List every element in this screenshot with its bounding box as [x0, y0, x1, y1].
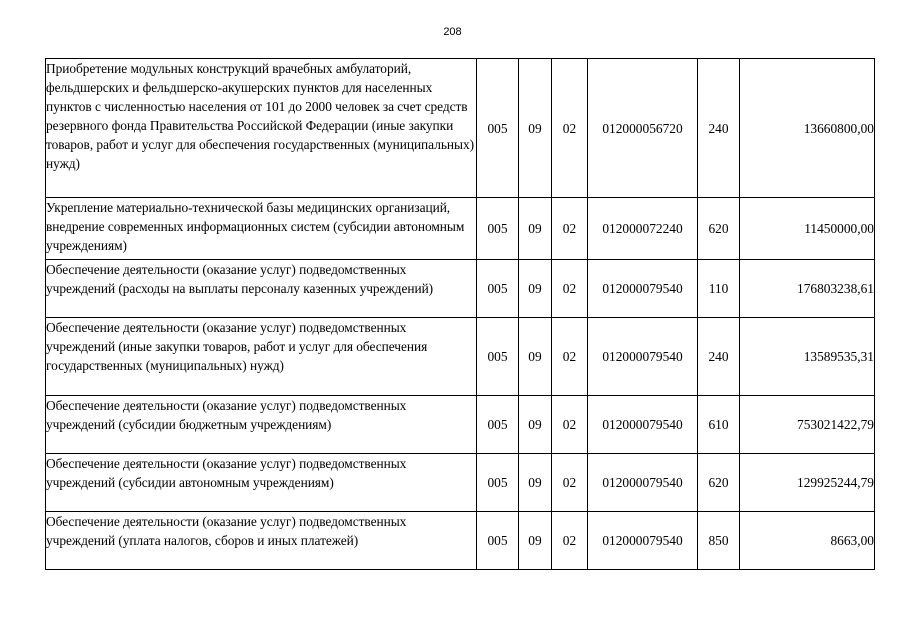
section-code: 09	[519, 396, 552, 454]
row-description: Приобретение модульных конструкций врачебных амбулаторий, фельдшерских и фельдшерско-акушерских пунктов для населенных пунктов с численностью населения от 101 до 2000 человек за счет средств резервного фонда Правительства Российской Федерации (иные закупки товаров, работ и услуг для обеспечения государственных (муниципальных) нужд)	[46, 59, 477, 198]
budget-table	[45, 58, 875, 570]
table-row	[46, 512, 875, 570]
table-row	[46, 260, 875, 318]
amount-value: 176803238,61	[740, 260, 875, 318]
section-code: 09	[519, 454, 552, 512]
section-code: 09	[519, 59, 552, 198]
subsection-code: 02	[552, 59, 588, 198]
subsection-code: 02	[552, 198, 588, 260]
row-description: Обеспечение деятельности (оказание услуг) подведомственных учреждений (иные закупки товаров, работ и услуг для обеспечения государственных (муниципальных) нужд)	[46, 318, 477, 396]
expense-type-code: 240	[698, 59, 740, 198]
target-article-code: 012000056720	[588, 59, 698, 198]
table-row	[46, 198, 875, 260]
subsection-code: 02	[552, 260, 588, 318]
expense-type-code: 610	[698, 396, 740, 454]
amount-value: 13660800,00	[740, 59, 875, 198]
subsection-code: 02	[552, 396, 588, 454]
amount-value: 753021422,79	[740, 396, 875, 454]
expense-type-code: 110	[698, 260, 740, 318]
amount-value: 129925244,79	[740, 454, 875, 512]
ministry-code: 005	[477, 59, 519, 198]
subsection-code: 02	[552, 454, 588, 512]
expense-type-code: 240	[698, 318, 740, 396]
section-code: 09	[519, 318, 552, 396]
row-description: Обеспечение деятельности (оказание услуг) подведомственных учреждений (субсидии автономным учреждениям)	[46, 454, 477, 512]
ministry-code: 005	[477, 198, 519, 260]
table-row	[46, 454, 875, 512]
amount-value: 13589535,31	[740, 318, 875, 396]
amount-value: 8663,00	[740, 512, 875, 570]
subsection-code: 02	[552, 512, 588, 570]
ministry-code: 005	[477, 454, 519, 512]
amount-value: 11450000,00	[740, 198, 875, 260]
row-description: Обеспечение деятельности (оказание услуг) подведомственных учреждений (расходы на выплаты персоналу казенных учреждений)	[46, 260, 477, 318]
target-article-code: 012000079540	[588, 260, 698, 318]
target-article-code: 012000079540	[588, 396, 698, 454]
row-description: Обеспечение деятельности (оказание услуг) подведомственных учреждений (субсидии бюджетным учреждениям)	[46, 396, 477, 454]
target-article-code: 012000079540	[588, 318, 698, 396]
expense-type-code: 620	[698, 198, 740, 260]
table-row	[46, 396, 875, 454]
target-article-code: 012000079540	[588, 454, 698, 512]
table-row	[46, 318, 875, 396]
section-code: 09	[519, 260, 552, 318]
ministry-code: 005	[477, 396, 519, 454]
ministry-code: 005	[477, 512, 519, 570]
subsection-code: 02	[552, 318, 588, 396]
row-description: Обеспечение деятельности (оказание услуг) подведомственных учреждений (уплата налогов, сборов и иных платежей)	[46, 512, 477, 570]
ministry-code: 005	[477, 260, 519, 318]
row-description: Укрепление материально-технической базы медицинских организаций, внедрение современных информационных систем (субсидии автономным учреждениям)	[46, 198, 477, 260]
table-row	[46, 59, 875, 198]
target-article-code: 012000079540	[588, 512, 698, 570]
ministry-code: 005	[477, 318, 519, 396]
expense-type-code: 620	[698, 454, 740, 512]
section-code: 09	[519, 512, 552, 570]
page-number: 208	[443, 26, 462, 38]
section-code: 09	[519, 198, 552, 260]
expense-type-code: 850	[698, 512, 740, 570]
target-article-code: 012000072240	[588, 198, 698, 260]
